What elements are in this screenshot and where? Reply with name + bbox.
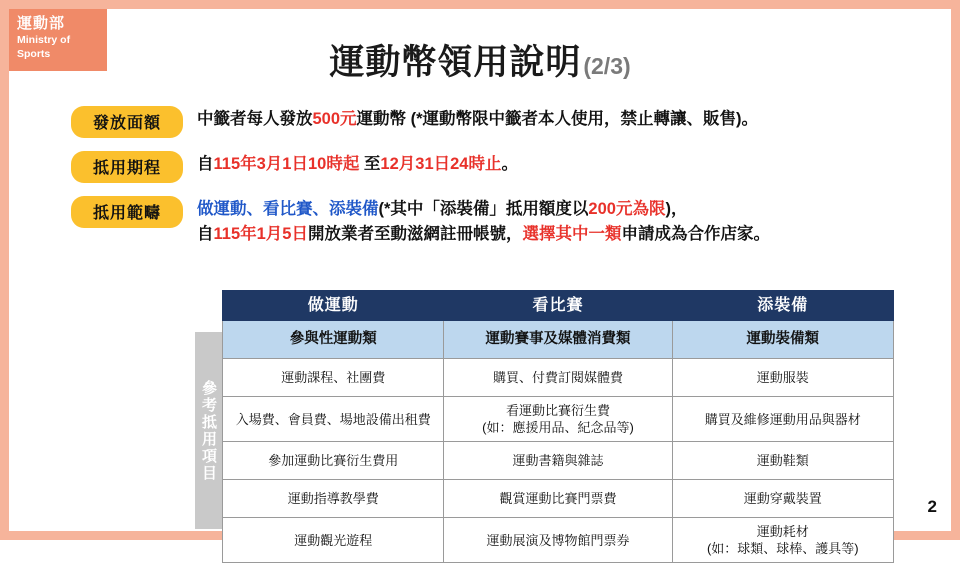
info-text-scope-line2 [197, 222, 770, 247]
table-cell: 運動穿戴裝置 [672, 480, 893, 518]
info-seg-highlight: 200元為限 [588, 200, 666, 218]
info-tag-amount: 發放面額 [71, 106, 183, 138]
page-title-main: 運動幣領用說明 [329, 43, 582, 82]
table-cell: 運動指導教學費 [223, 480, 444, 518]
table-subheader-cell: 參與性運動類 [223, 321, 444, 359]
page-number: 2 [927, 497, 937, 516]
table-header-cell: 做運動 [223, 291, 444, 321]
info-text-period [197, 150, 518, 177]
table-row [223, 359, 894, 397]
info-tag-scope: 抵用範疇 [71, 196, 183, 228]
page-title-sub: (2/3) [583, 53, 631, 79]
info-seg: (*其中「添裝備」抵用額度以 [378, 200, 589, 218]
info-seg: 運動幣 (*運動幣限中籤者本人使用，禁止轉讓、販售)。 [356, 110, 759, 128]
info-seg-highlight: 500元 [312, 110, 357, 128]
table-cell: 購買、付費訂閱媒體費 [444, 359, 672, 397]
table-subheader-cell: 運動裝備類 [672, 321, 893, 359]
info-row [71, 150, 921, 183]
table-row [223, 397, 894, 442]
info-seg: )， [665, 200, 688, 218]
info-tag-period: 抵用期程 [71, 151, 183, 183]
table-cell: 運動課程、社團費 [223, 359, 444, 397]
info-row [71, 105, 921, 138]
info-row [71, 195, 921, 247]
side-label-reference-items: 參考抵用項目 [195, 332, 222, 529]
table-cell: 運動展演及博物館門票券 [444, 518, 672, 563]
info-section [71, 105, 921, 259]
table-header-cell: 看比賽 [444, 291, 672, 321]
info-seg-highlight: 選擇其中一類 [522, 225, 622, 243]
table-row [223, 518, 894, 563]
table-cell: 參加運動比賽衍生費用 [223, 442, 444, 480]
table-row [223, 480, 894, 518]
logo-name-chinese: 運動部 [17, 15, 66, 32]
info-seg-category: 做運動、看比賽、添裝備 [197, 200, 379, 218]
info-seg: 中籤者每人發放 [197, 110, 313, 128]
table-cell: 運動耗材 (如：球類、球棒、護具等) [672, 518, 893, 563]
logo-name-english-line1: Ministry of [17, 34, 71, 46]
table-header-row [223, 291, 894, 321]
table-cell: 運動觀光遊程 [223, 518, 444, 563]
info-seg: 申請成為合作店家。 [621, 225, 770, 243]
info-seg: 自 [197, 155, 214, 173]
info-seg-highlight: 115年1月5日 [213, 225, 308, 243]
info-seg: 開放業者至動滋網註冊帳號， [307, 225, 523, 243]
table-subheader-row [223, 321, 894, 359]
info-text-amount [197, 105, 758, 132]
info-text-scope [197, 195, 770, 247]
table-cell: 看運動比賽衍生費 (如：應援用品、紀念品等) [444, 397, 672, 442]
logo-name-english-line2: Sports [17, 48, 51, 60]
info-seg: 自 [197, 225, 214, 243]
info-seg-highlight: 115年3月1日10時起 [213, 155, 360, 173]
table-cell: 運動服裝 [672, 359, 893, 397]
table-row [223, 442, 894, 480]
table-header-cell: 添裝備 [672, 291, 893, 321]
reference-items-table [222, 290, 894, 563]
table-cell: 運動書籍與雜誌 [444, 442, 672, 480]
info-seg-highlight: 12月31日24時止 [380, 155, 502, 173]
info-seg: 。 [501, 155, 518, 173]
info-seg: 至 [359, 155, 381, 173]
table-subheader-cell: 運動賽事及媒體消費類 [444, 321, 672, 359]
table-cell: 運動鞋類 [672, 442, 893, 480]
table-cell: 入場費、會員費、場地設備出租費 [223, 397, 444, 442]
table-cell: 觀賞運動比賽門票費 [444, 480, 672, 518]
page-title [9, 35, 951, 85]
table-cell: 購買及維修運動用品與器材 [672, 397, 893, 442]
